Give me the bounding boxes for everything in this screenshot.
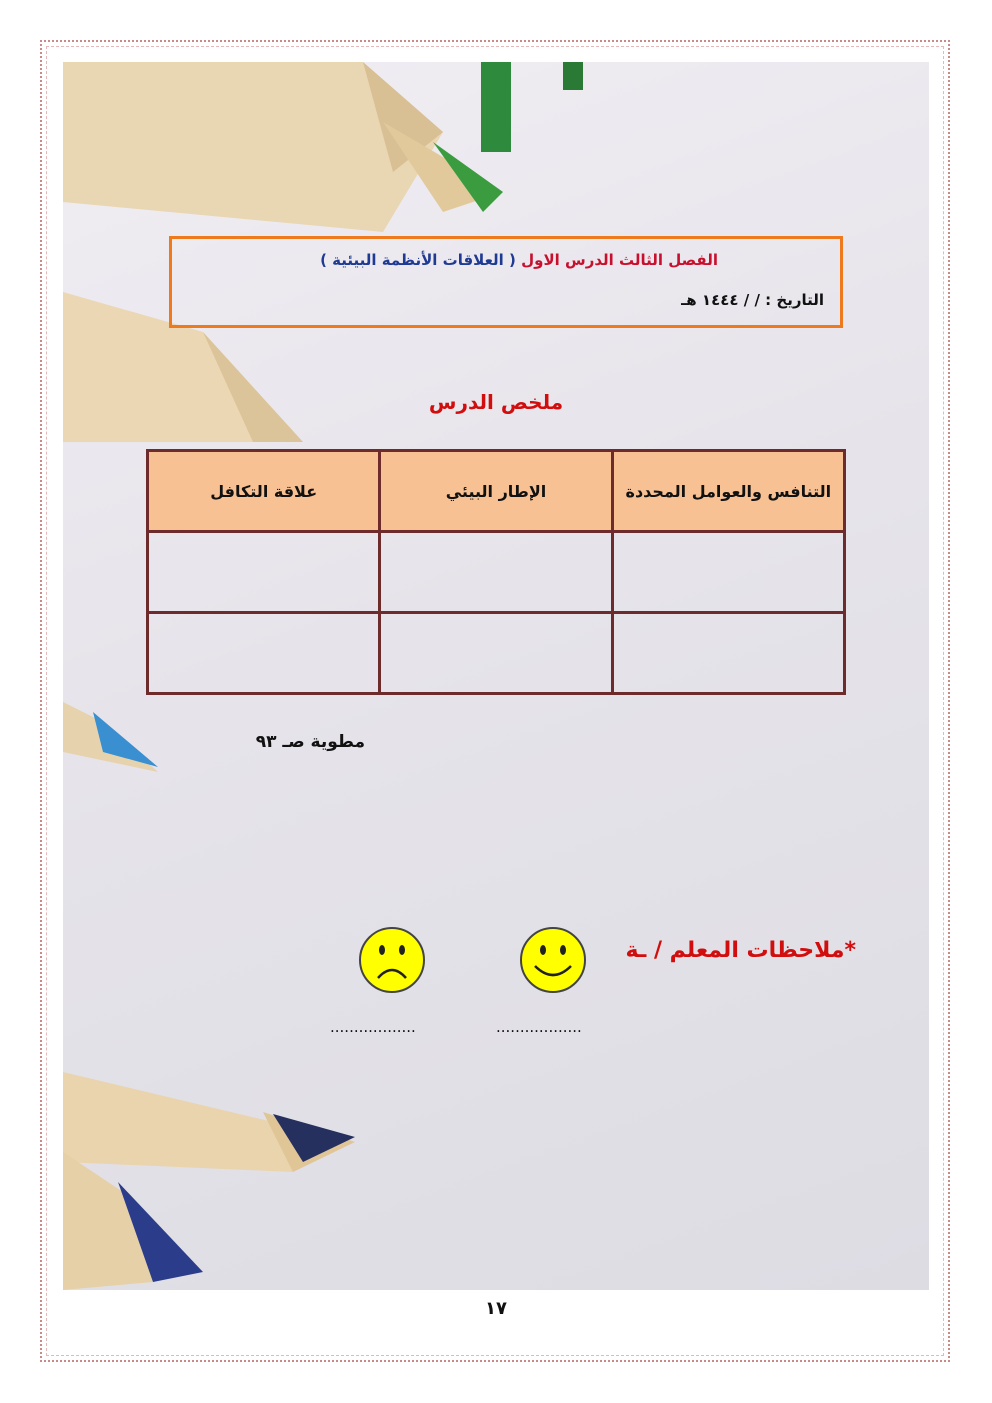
date-field: التاريخ : / / ١٤٤٤ هـ (681, 291, 824, 309)
summary-table (146, 449, 846, 695)
table-row (148, 532, 845, 613)
lesson-heading (320, 251, 718, 269)
table-cell[interactable] (380, 613, 612, 694)
table-row (148, 613, 845, 694)
table-cell[interactable] (148, 613, 380, 694)
table-cell[interactable] (612, 532, 844, 613)
page-number: ١٧ (485, 1298, 507, 1319)
smiley-sad-icon[interactable] (358, 926, 426, 998)
sad-tally-line[interactable]: .................. (330, 1018, 416, 1036)
table-cell[interactable] (380, 532, 612, 613)
chapter-lesson-label: الفصل الثالث الدرس الاول (521, 251, 718, 269)
column-header-competition: التنافس والعوامل المحددة (612, 451, 844, 532)
lesson-title: ( العلاقات الأنظمة البيئية ) (320, 251, 516, 269)
table-cell[interactable] (148, 532, 380, 613)
column-header-symbiosis: علاقة التكافل (148, 451, 380, 532)
foldable-note: مطوية صـ ٩٣ (255, 732, 365, 752)
teacher-notes-label: *ملاحظات المعلم / ـة (625, 938, 856, 963)
summary-title: ملخص الدرس (428, 390, 564, 414)
table-cell[interactable] (612, 613, 844, 694)
smiley-happy-icon[interactable] (519, 926, 587, 998)
lesson-header-box (169, 236, 843, 328)
column-header-ecological-niche: الإطار البيئي (380, 451, 612, 532)
happy-tally-line[interactable]: .................. (496, 1018, 582, 1036)
summary-header-row (148, 451, 845, 532)
